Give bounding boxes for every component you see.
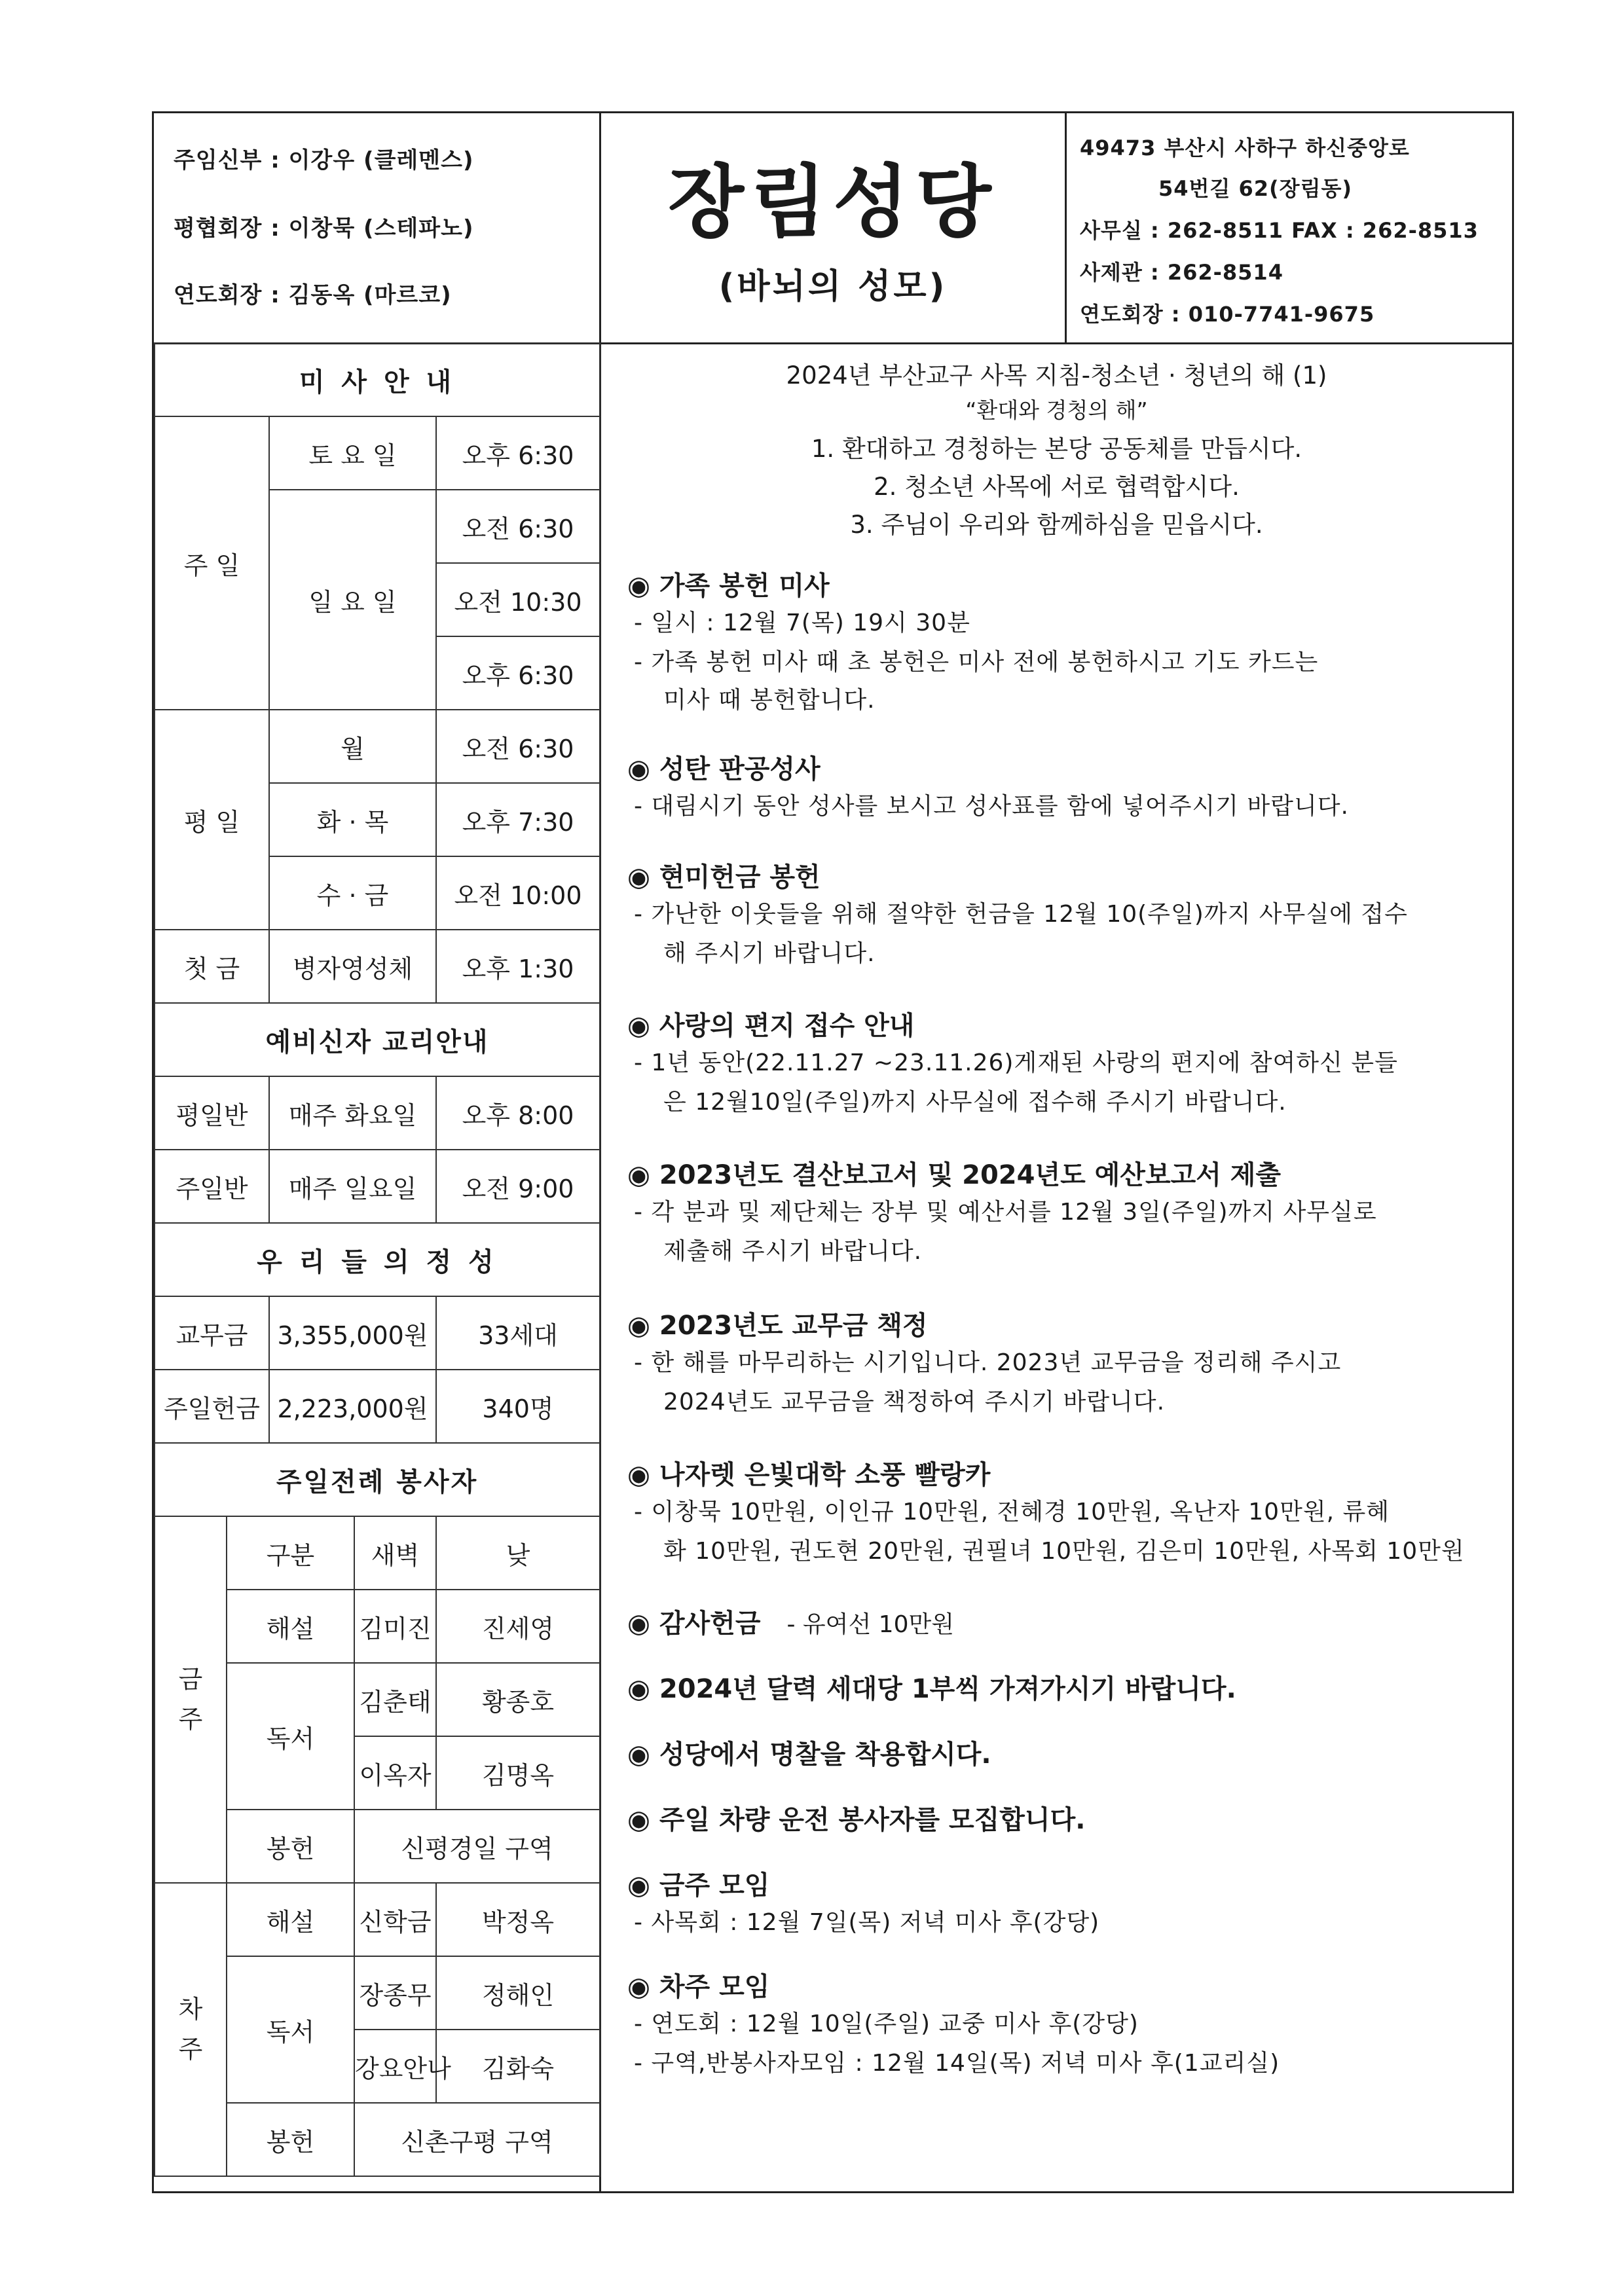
sunday-time-3: 오후 6:30 <box>436 636 600 710</box>
announcement-line: - 각 분과 및 제단체는 장부 및 예산서를 12월 3일(주일)까지 사무실로 <box>634 1199 1377 1226</box>
announcement-calendar: ◉ 2024년 달력 세대당 1부씩 가져가시기 바랍니다. <box>627 1674 1236 1704</box>
this-week-commentary-dawn: 김미진 <box>354 1590 436 1663</box>
sunday-time-2: 오전 10:30 <box>436 563 600 636</box>
announcement-family-mass: ◉ 가족 봉헌 미사 <box>627 571 830 601</box>
next-week-offering-group: 신촌구평 구역 <box>354 2103 600 2176</box>
bullet-icon: ◉ <box>627 754 650 784</box>
weekday-day-1: 월 <box>269 710 436 783</box>
bullet-icon: ◉ <box>627 1011 650 1041</box>
this-week-reading-dawn-2: 이옥자 <box>354 1736 436 1810</box>
first-friday-row <box>155 930 600 1003</box>
announcement-line: 2024년도 교무금을 책정하여 주시기 바랍니다. <box>663 1389 1166 1415</box>
next-week-reading-day-2: 김화숙 <box>436 2030 600 2103</box>
offerings-label-1: 교무금 <box>155 1296 269 1370</box>
announcement-line: 은 12월10일(주일)까지 사무실에 접수해 주시기 바랍니다. <box>663 1089 1287 1116</box>
announcement-this-week-meetings: ◉ 금주 모임 <box>627 1870 770 1901</box>
weekday-time-2: 오후 7:30 <box>436 783 600 856</box>
info-table <box>154 342 600 2177</box>
announcement-line: 화 10만원, 권도현 20만원, 권필녀 10만원, 김은미 10만원, 사목회 10만원 <box>663 1538 1465 1565</box>
next-week-commentary-row <box>155 1883 600 1956</box>
right-column <box>601 342 1512 2191</box>
mass-saturday-row <box>155 416 600 490</box>
catechumen-day-2: 매주 일요일 <box>269 1150 436 1223</box>
announcement-line: 제출해 주시기 바랍니다. <box>663 1238 923 1265</box>
this-week-commentary-label: 해설 <box>227 1590 354 1663</box>
church-subtitle: (바뇌의 성모) <box>718 267 948 306</box>
theme-subtitle: “환대와 경청의 해” <box>965 397 1148 423</box>
next-week-reading-dawn-2: 강요안나 <box>354 2030 436 2103</box>
servers-title: 주일전례 봉사자 <box>155 1443 600 1516</box>
left-column <box>154 342 601 2191</box>
announcement-line: - 대림시기 동안 성사를 보시고 성사표를 함에 넣어주시기 바랍니다. <box>634 793 1349 820</box>
offerings-amount-1: 3,355,000원 <box>269 1296 436 1370</box>
this-week-commentary-day: 진세영 <box>436 1590 600 1663</box>
weekday-label: 평 일 <box>155 710 269 930</box>
offerings-title-row <box>155 1223 600 1296</box>
this-week-offering-label: 봉헌 <box>227 1810 354 1883</box>
weekday-day-3: 수 · 금 <box>269 856 436 930</box>
sunday-time-1: 오전 6:30 <box>436 490 600 563</box>
announcement-line: - 이창묵 10만원, 이인규 10만원, 전혜경 10만원, 옥난자 10만원, 류혜 <box>634 1499 1390 1525</box>
bulletin-frame <box>152 111 1514 2193</box>
this-week-reading-label: 독서 <box>227 1663 354 1810</box>
weekday-time-3: 오전 10:00 <box>436 856 600 930</box>
catechumen-label-2: 주일반 <box>155 1150 269 1223</box>
offerings-label-2: 주일헌금 <box>155 1370 269 1443</box>
offerings-title: 우 리 들 의 정 성 <box>155 1223 600 1296</box>
officials-panel <box>154 113 601 342</box>
rectory-phone: 사제관 : 262-8514 <box>1080 260 1283 285</box>
address-line2: 54번길 62(장림동) <box>1158 176 1353 201</box>
thanksgiving-note: - 유여선 10만원 <box>786 1611 955 1638</box>
next-week-offering-label: 봉헌 <box>227 2103 354 2176</box>
announcement-next-week-meetings: ◉ 차주 모임 <box>627 1972 770 2002</box>
official-yeondo-president: 연도회장 : 김동옥 (마르코) <box>174 282 452 308</box>
announcement-line: 해 주시기 바랍니다. <box>663 940 876 967</box>
official-council-president: 평협회장 : 이창묵 (스테파노) <box>174 215 474 242</box>
servers-header-dawn: 새벽 <box>354 1516 436 1590</box>
announcement-rice-offering: ◉ 현미헌금 봉헌 <box>627 862 821 892</box>
announcement-line: - 가난한 이웃들을 위해 절약한 헌금을 12월 10(주일)까지 사무실에 접수 <box>634 901 1408 928</box>
offerings-row-2 <box>155 1370 600 1443</box>
contact-panel <box>1067 113 1512 342</box>
catechumen-label-1: 평일반 <box>155 1076 269 1150</box>
this-week-reading-day-2: 김명옥 <box>436 1736 600 1810</box>
bullet-icon: ◉ <box>627 1674 650 1704</box>
catechumen-row-2 <box>155 1150 600 1223</box>
church-name: 장림성당 <box>668 157 998 248</box>
theme-point-1: 1. 환대하고 경청하는 본당 공동체를 만듭시다. <box>811 435 1302 463</box>
servers-title-row <box>155 1443 600 1516</box>
announcement-budget-report: ◉ 2023년도 결산보고서 및 2024년도 예산보고서 제출 <box>627 1160 1282 1190</box>
offerings-amount-2: 2,223,000원 <box>269 1370 436 1443</box>
bullet-icon: ◉ <box>627 1972 650 2002</box>
sunday-day-label: 일 요 일 <box>269 490 436 710</box>
servers-header-row <box>155 1516 600 1590</box>
announcement-line: - 연도회 : 12월 10일(주일) 교중 미사 후(강당) <box>634 2011 1139 2037</box>
announcement-line: - 1년 동안(22.11.27 ~23.11.26)게재된 사랑의 편지에 참여하신 분들 <box>634 1049 1398 1076</box>
announcement-line: - 구역,반봉사자모임 : 12월 14일(목) 저녁 미사 후(1교리실) <box>634 2050 1280 2077</box>
catechumen-title: 예비신자 교리안내 <box>155 1003 600 1076</box>
bullet-icon: ◉ <box>627 1311 650 1341</box>
next-week-commentary-label: 해설 <box>227 1883 354 1956</box>
announcement-nametag: ◉ 성당에서 명찰을 착용합시다. <box>627 1740 991 1770</box>
first-friday-label: 첫 금 <box>155 930 269 1003</box>
first-friday-time: 오후 1:30 <box>436 930 600 1003</box>
first-friday-day: 병자영성체 <box>269 930 436 1003</box>
this-week-offering-group: 신평경일 구역 <box>354 1810 600 1883</box>
theme-title: 2024년 부산교구 사목 지침-청소년 · 청년의 해 (1) <box>786 361 1327 390</box>
offerings-count-2: 340명 <box>436 1370 600 1443</box>
next-week-commentary-day: 박정옥 <box>436 1883 600 1956</box>
next-week-label: 차 주 <box>155 1883 227 2176</box>
bullet-icon: ◉ <box>627 1160 650 1190</box>
announcement-love-letter: ◉ 사랑의 편지 접수 안내 <box>627 1011 915 1041</box>
catechumen-time-1: 오후 8:00 <box>436 1076 600 1150</box>
catechumen-day-1: 매주 화요일 <box>269 1076 436 1150</box>
announcement-church-dues: ◉ 2023년도 교무금 책정 <box>627 1311 928 1341</box>
offerings-count-1: 33세대 <box>436 1296 600 1370</box>
bullet-icon: ◉ <box>627 1805 650 1835</box>
servers-header-day: 낮 <box>436 1516 600 1590</box>
mass-title: 미 사 안 내 <box>155 343 600 416</box>
announcement-line: 미사 때 봉헌합니다. <box>663 687 876 714</box>
announcement-christmas-confession: ◉ 성탄 판공성사 <box>627 754 821 784</box>
announcement-thanksgiving: ◉ 감사헌금 - 유여선 10만원 <box>627 1609 955 1639</box>
mass-title-row <box>155 343 600 416</box>
bullet-icon: ◉ <box>627 1740 650 1770</box>
bullet-icon: ◉ <box>627 862 650 892</box>
saturday-label: 토 요 일 <box>269 416 436 490</box>
weekday-day-2: 화 · 목 <box>269 783 436 856</box>
offerings-row-1 <box>155 1296 600 1370</box>
bullet-icon: ◉ <box>627 571 650 601</box>
bullet-icon: ◉ <box>627 1460 650 1490</box>
this-week-reading-dawn-1: 김춘태 <box>354 1663 436 1736</box>
catechumen-title-row <box>155 1003 600 1076</box>
announcement-line: - 사목회 : 12월 7일(목) 저녁 미사 후(강당) <box>634 1909 1100 1936</box>
next-week-reading-day-1: 정해인 <box>436 1956 600 2030</box>
next-week-reading-dawn-1: 장종무 <box>354 1956 436 2030</box>
bullet-icon: ◉ <box>627 1870 650 1901</box>
announcement-line: - 한 해를 마무리하는 시기입니다. 2023년 교무금을 정리해 주시고 <box>634 1349 1342 1376</box>
theme-point-2: 2. 청소년 사목에 서로 협력합시다. <box>874 473 1240 501</box>
next-week-commentary-dawn: 신학금 <box>354 1883 436 1956</box>
yeondo-phone: 연도회장 : 010-7741-9675 <box>1080 302 1375 327</box>
official-pastor: 주임신부 : 이강우 (클레멘스) <box>174 147 474 173</box>
this-week-label: 금 주 <box>155 1516 227 1883</box>
mass-weekday-row-1 <box>155 710 600 783</box>
catechumen-row-1 <box>155 1076 600 1150</box>
bullet-icon: ◉ <box>627 1609 650 1639</box>
sunday-label: 주 일 <box>155 416 269 710</box>
servers-header-category: 구분 <box>227 1516 354 1590</box>
this-week-reading-day-1: 황종호 <box>436 1663 600 1736</box>
office-phone: 사무실 : 262-8511 FAX : 262-8513 <box>1080 218 1479 243</box>
title-panel <box>601 113 1067 342</box>
announcement-line: - 일시 : 12월 7(목) 19시 30분 <box>634 610 970 636</box>
catechumen-time-2: 오전 9:00 <box>436 1150 600 1223</box>
saturday-time: 오후 6:30 <box>436 416 600 490</box>
announcement-line: - 가족 봉헌 미사 때 초 봉헌은 미사 전에 봉헌하시고 기도 카드는 <box>634 649 1319 676</box>
announcement-silver-college: ◉ 나자렛 은빛대학 소풍 빨랑카 <box>627 1460 991 1490</box>
address-line1: 49473 부산시 사하구 하신중앙로 <box>1080 136 1410 160</box>
next-week-reading-label: 독서 <box>227 1956 354 2103</box>
weekday-time-1: 오전 6:30 <box>436 710 600 783</box>
announcement-driver-volunteers: ◉ 주일 차량 운전 봉사자를 모집합니다. <box>627 1805 1086 1835</box>
theme-point-3: 3. 주님이 우리와 함께하심을 믿읍시다. <box>850 511 1263 539</box>
header <box>154 113 1512 344</box>
